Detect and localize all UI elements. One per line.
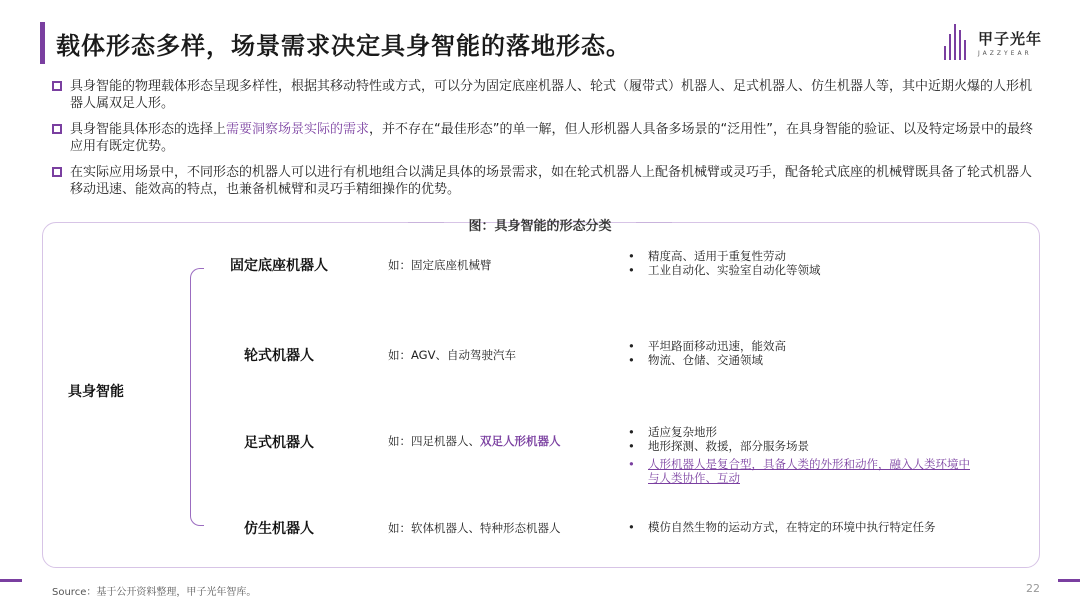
bullet-list (52, 78, 1042, 207)
tree-bracket (190, 268, 204, 526)
logo-bars-icon (944, 24, 970, 60)
bullet-item (52, 121, 1042, 155)
category-example: 如：软体机器人、特种形态机器人 (388, 521, 561, 535)
category-features (628, 339, 978, 367)
logo-subtitle: JAZZYEAR (978, 50, 1032, 57)
feature-item: • 物流、仓储、交通领域 (628, 353, 978, 367)
bullet-text: 在实际应用场景中，不同形态的机器人可以进行有机地组合以满足具体的场景需求，如在轮式机器人上配备机械臂或灵巧手，配备轮式底座的机械臂既具备了轮式机器人移动迅速、能效高的特点，也兼备机械臂和灵巧手精细操作的优势。 (70, 165, 1033, 197)
page-number: 22 (1026, 582, 1040, 595)
category-bionic: 仿生机器人 (244, 521, 314, 537)
category-wheeled: 轮式机器人 (244, 348, 314, 364)
square-bullet-icon (52, 167, 62, 177)
footer-accent-right (1058, 579, 1080, 582)
source-note: Source：基于公开资料整理，甲子光年智库。 (52, 587, 257, 598)
bullet-item (52, 164, 1042, 198)
page-title: 载体形态多样，场景需求决定具身智能的落地形态。 (56, 32, 631, 60)
category-features (628, 249, 978, 277)
square-bullet-icon (52, 81, 62, 91)
example-highlight: 双足人形机器人 (480, 434, 561, 448)
category-features (628, 520, 978, 534)
category-legged: 足式机器人 (244, 435, 314, 451)
figure-title: 图：具身智能的形态分类 (468, 219, 612, 234)
title-accent-bar (40, 22, 45, 64)
feature-highlight-item: • 人形机器人是复合型，具备人类的外形和动作，融入人类环境中与人类协作、互动 (628, 457, 978, 485)
feature-item: • 平坦路面移动迅速，能效高 (628, 339, 978, 353)
bullet-highlight: 需要洞察场景实际的需求 (226, 122, 370, 137)
category-fixed-base: 固定底座机器人 (230, 258, 328, 274)
feature-item: • 模仿自然生物的运动方式，在特定的环境中执行特定任务 (628, 520, 978, 534)
square-bullet-icon (52, 124, 62, 134)
bullet-text: 具身智能的物理载体形态呈现多样性，根据其移动特性或方式，可以分为固定底座机器人、轮式（履带式）机器人、足式机器人、仿生机器人等，其中近期火爆的人形机器人属双足人形。 (70, 79, 1033, 111)
example-text: 如：四足机器人、 (388, 434, 480, 448)
category-example: 如：固定底座机械臂 (388, 258, 492, 272)
company-logo (944, 24, 1054, 64)
category-example: 如：AGV、自动驾驶汽车 (388, 348, 516, 362)
bullet-text-pre: 具身智能具体形态的选择上 (70, 122, 227, 137)
category-features (628, 425, 978, 485)
feature-item: • 工业自动化、实验室自动化等领域 (628, 263, 978, 277)
bullet-text-post: ，并不存在“最佳形态”的单一解，但人形机器人具备多场景的“泛用性”，在具身智能的验证、以及特定场景中的最终应用有既定优势。 (70, 122, 1033, 154)
feature-item: • 精度高、适用于重复性劳动 (628, 249, 978, 263)
category-example (388, 433, 561, 449)
feature-item: • 地形探测、救援，部分服务场景 (628, 439, 978, 453)
bullet-item (52, 78, 1042, 112)
logo-name: 甲子光年 (978, 30, 1043, 48)
footer-accent-left (0, 579, 22, 582)
feature-item: • 适应复杂地形 (628, 425, 978, 439)
tree-root-label: 具身智能 (68, 384, 124, 400)
